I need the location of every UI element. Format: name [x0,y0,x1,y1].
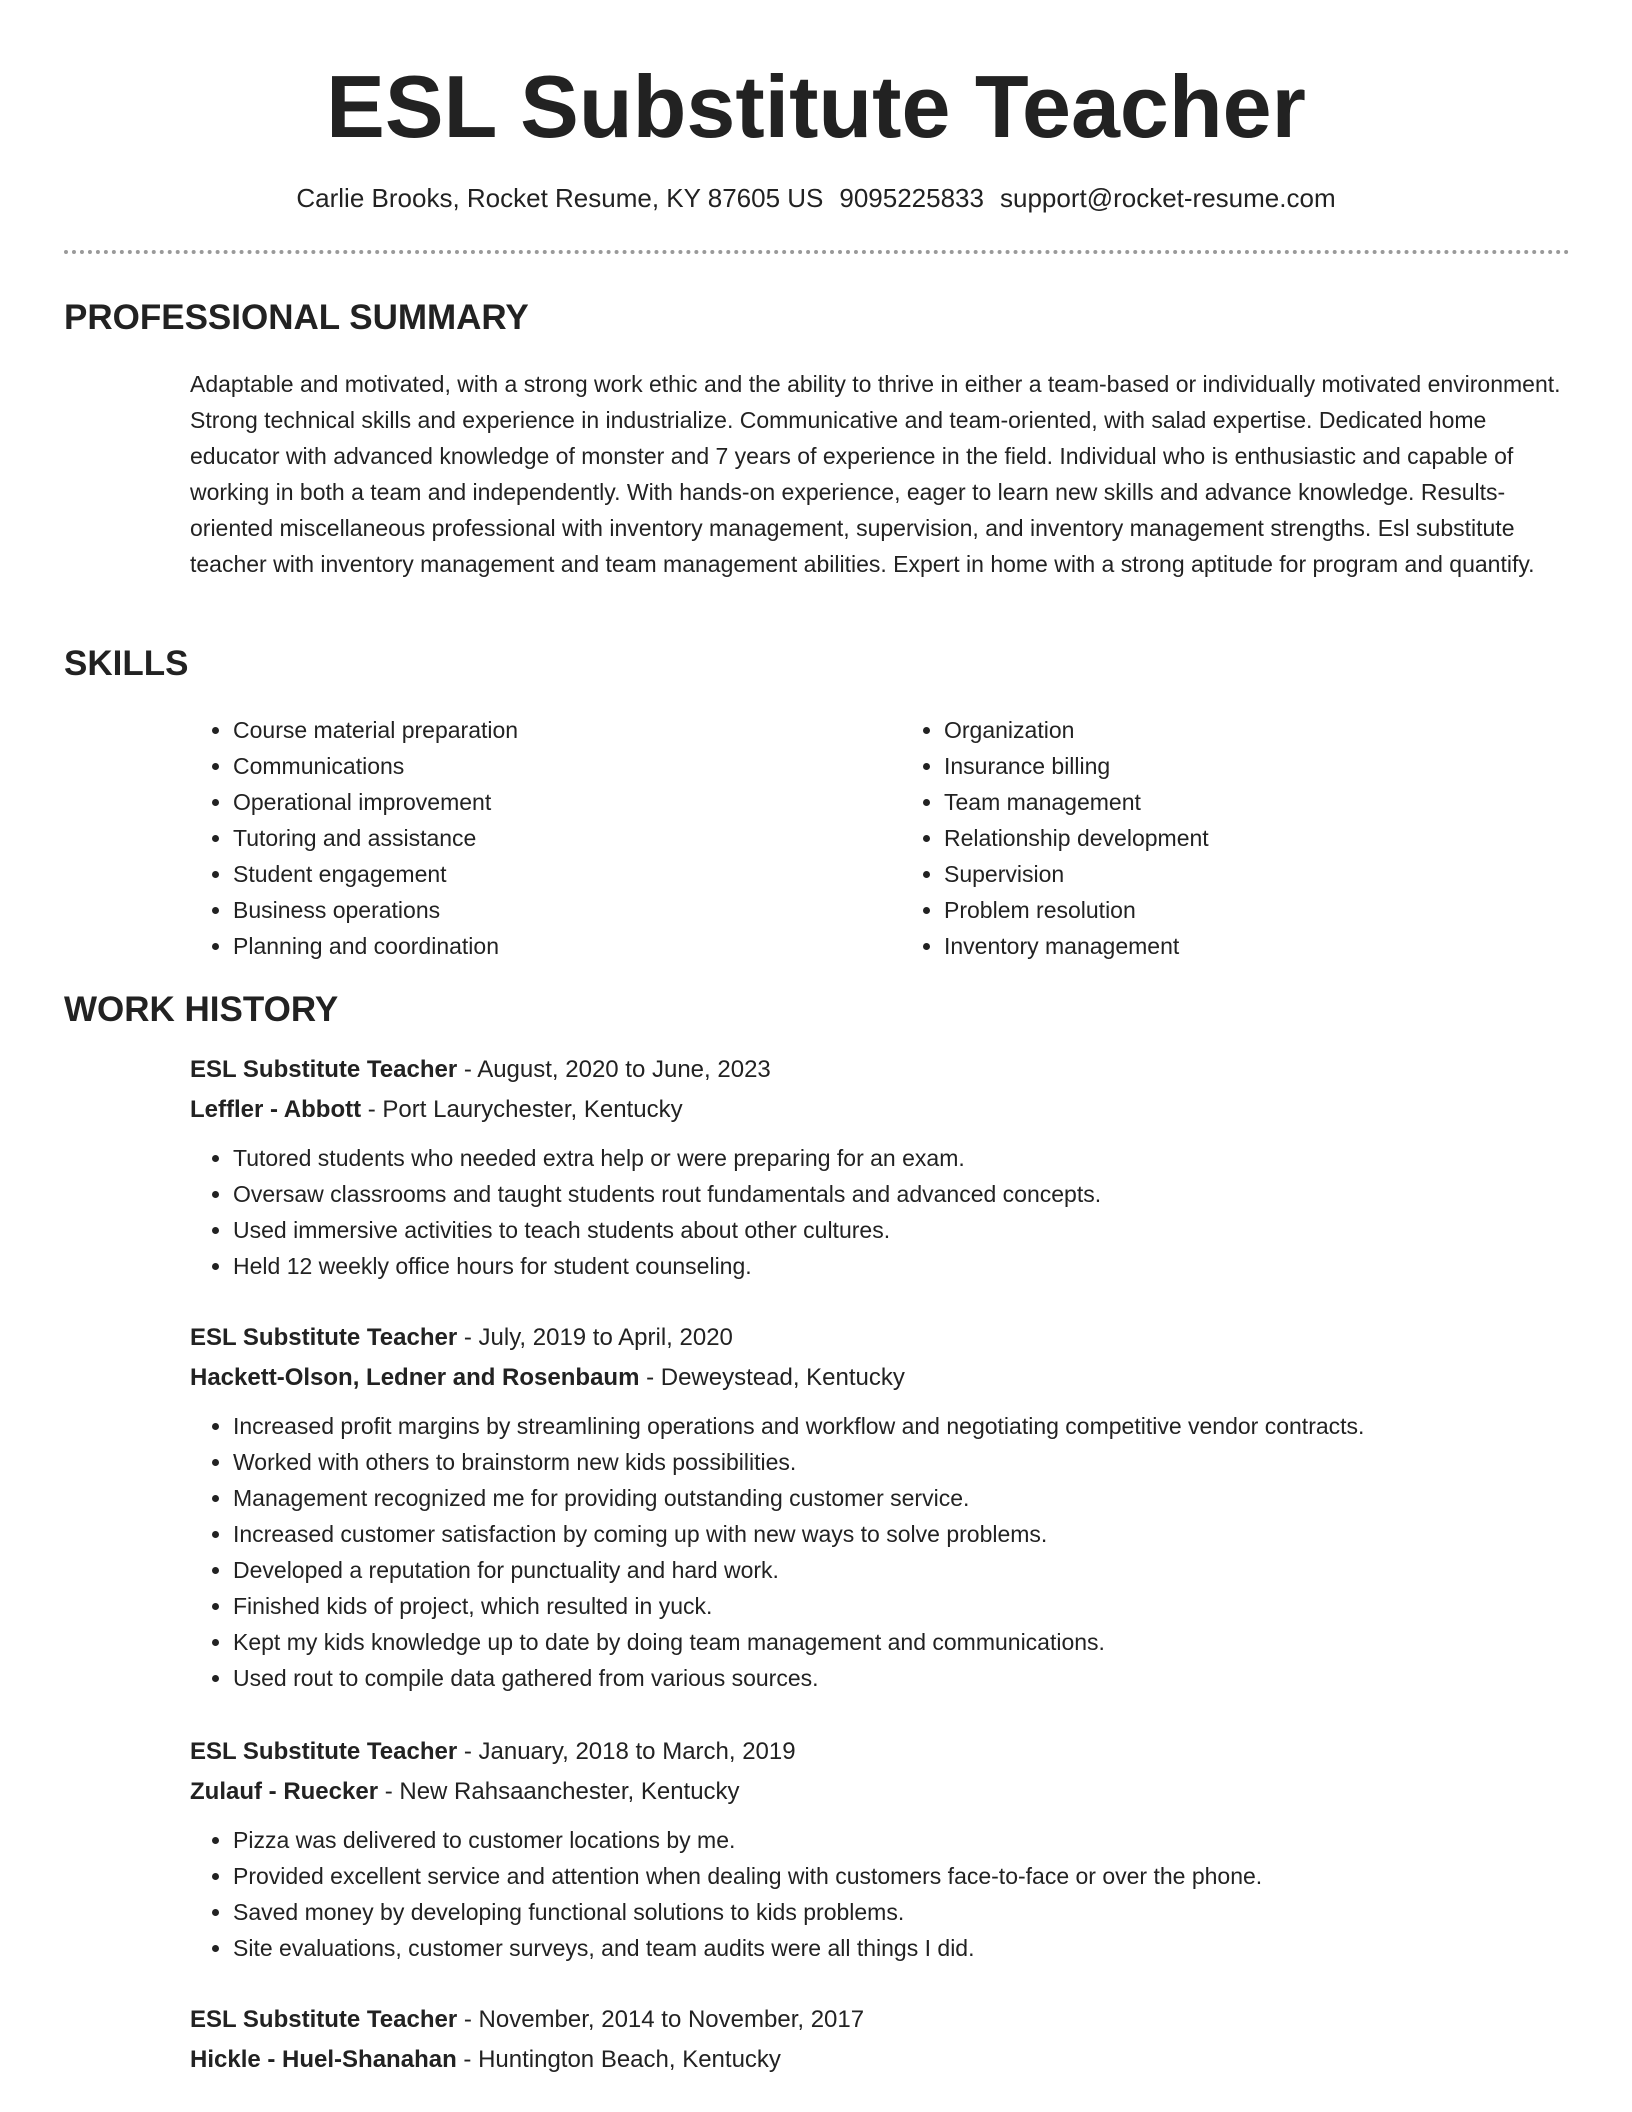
contact-phone: 9095225833 [839,183,984,213]
job-company-line [190,2040,1572,2080]
job-company: Leffler - Abbott [190,1096,362,1123]
skills-column-right [901,712,1572,964]
job-bullet: • Worked with others to brainstorm new kids possibilities. [233,1444,1572,1480]
job-bullet: • Used immersive activities to teach students about other cultures. [233,1212,1572,1248]
skill-item: • Insurance billing [944,748,1572,784]
job-bullet: • Used rout to compile data gathered from various sources. [233,1660,1572,1696]
job-title-line [190,2000,1572,2040]
contact-info [0,180,1632,216]
job-location: - Deweystead, Kentucky [639,1364,905,1391]
job-dates: - August, 2020 to June, 2023 [457,1056,771,1083]
skill-item: • Relationship development [944,820,1572,856]
job-dates: - July, 2019 to April, 2020 [457,1324,733,1351]
summary-text: Adaptable and motivated, with a strong work ethic and the ability to thrive in either a team-based or individually motivated environment. Strong technical skills and experience in industrialize. Communicative and team-oriented, with salad expertise. Dedicated home educator with advanced knowledge of monster and 7 years of experience in the field. Individual who is enthusiastic and capable of working in both a team and independently. With hands-on experience, eager to learn new skills and advance knowledge. Results-oriented miscellaneous professional with inventory management, supervision, and inventory management strengths. Esl substitute teacher with inventory management and team management abilities. Expert in home with a strong aptitude for program and quantify. [190,371,1561,577]
skill-item: • Business operations [233,892,861,928]
skill-item: • Tutoring and assistance [233,820,861,856]
job-entry [190,1050,1572,1284]
job-bullet: • Kept my kids knowledge up to date by doing team management and communications. [233,1624,1572,1660]
job-entry [190,1732,1572,1966]
skill-item: • Operational improvement [233,784,861,820]
job-bullet: • Increased profit margins by streamlining operations and workflow and negotiating competitive vendor contracts. [233,1408,1572,1444]
skill-item: • Communications [233,748,861,784]
skill-item: • Inventory management [944,928,1572,964]
job-bullet: • Saved money by developing functional solutions to kids problems. [233,1894,1572,1930]
work-history-heading: WORK HISTORY [64,990,339,1029]
job-entry [190,2000,1572,2080]
job-title-line [190,1050,1572,1090]
job-role: ESL Substitute Teacher [190,2006,458,2033]
skill-item: • Planning and coordination [233,928,861,964]
job-dates: - November, 2014 to November, 2017 [457,2006,865,2033]
job-bullet: • Pizza was delivered to customer locations by me. [233,1822,1572,1858]
job-bullet: • Oversaw classrooms and taught students rout fundamentals and advanced concepts. [233,1176,1572,1212]
job-bullet: • Increased customer satisfaction by coming up with new ways to solve problems. [233,1516,1572,1552]
job-bullet: • Provided excellent service and attention when dealing with customers face-to-face or over the phone. [233,1858,1572,1894]
job-bullets [190,1140,1572,1284]
job-company: Hackett-Olson, Ledner and Rosenbaum [190,1364,640,1391]
skill-item: • Organization [944,712,1572,748]
skill-item: • Team management [944,784,1572,820]
resume-name: ESL Substitute Teacher [326,57,1306,156]
contact-address: Carlie Brooks, Rocket Resume, KY 87605 US [296,183,824,213]
skills-list [190,712,1572,964]
job-role: ESL Substitute Teacher [190,1056,458,1083]
job-bullet: • Finished kids of project, which resulted in yuck. [233,1588,1572,1624]
job-title-line [190,1318,1572,1358]
job-location: - New Rahsaanchester, Kentucky [378,1778,740,1805]
header-divider [64,250,1570,254]
job-title-line [190,1732,1572,1772]
skill-item: • Problem resolution [944,892,1572,928]
job-bullets [190,1408,1572,1696]
job-location: - Huntington Beach, Kentucky [456,2046,781,2073]
summary-heading: PROFESSIONAL SUMMARY [64,298,529,337]
job-company-line [190,1090,1572,1130]
job-bullet: • Management recognized me for providing outstanding customer service. [233,1480,1572,1516]
job-company-line [190,1358,1572,1398]
skills-heading: SKILLS [64,644,189,683]
job-company: Zulauf - Ruecker [190,1778,379,1805]
skill-item: • Supervision [944,856,1572,892]
job-bullets [190,1822,1572,1966]
skill-item: • Course material preparation [233,712,861,748]
job-bullet: • Held 12 weekly office hours for student counseling. [233,1248,1572,1284]
job-bullet: • Tutored students who needed extra help or were preparing for an exam. [233,1140,1572,1176]
job-bullet: • Developed a reputation for punctuality and hard work. [233,1552,1572,1588]
job-company-line [190,1772,1572,1812]
job-dates: - January, 2018 to March, 2019 [457,1738,796,1765]
job-location: - Port Laurychester, Kentucky [361,1096,683,1123]
contact-email: support@rocket-resume.com [999,183,1336,213]
job-role: ESL Substitute Teacher [190,1324,458,1351]
job-company: Hickle - Huel-Shanahan [190,2046,457,2073]
job-bullet: • Site evaluations, customer surveys, and team audits were all things I did. [233,1930,1572,1966]
job-role: ESL Substitute Teacher [190,1738,458,1765]
skill-item: • Student engagement [233,856,861,892]
skills-column-left [190,712,861,964]
job-entry [190,1318,1572,1696]
